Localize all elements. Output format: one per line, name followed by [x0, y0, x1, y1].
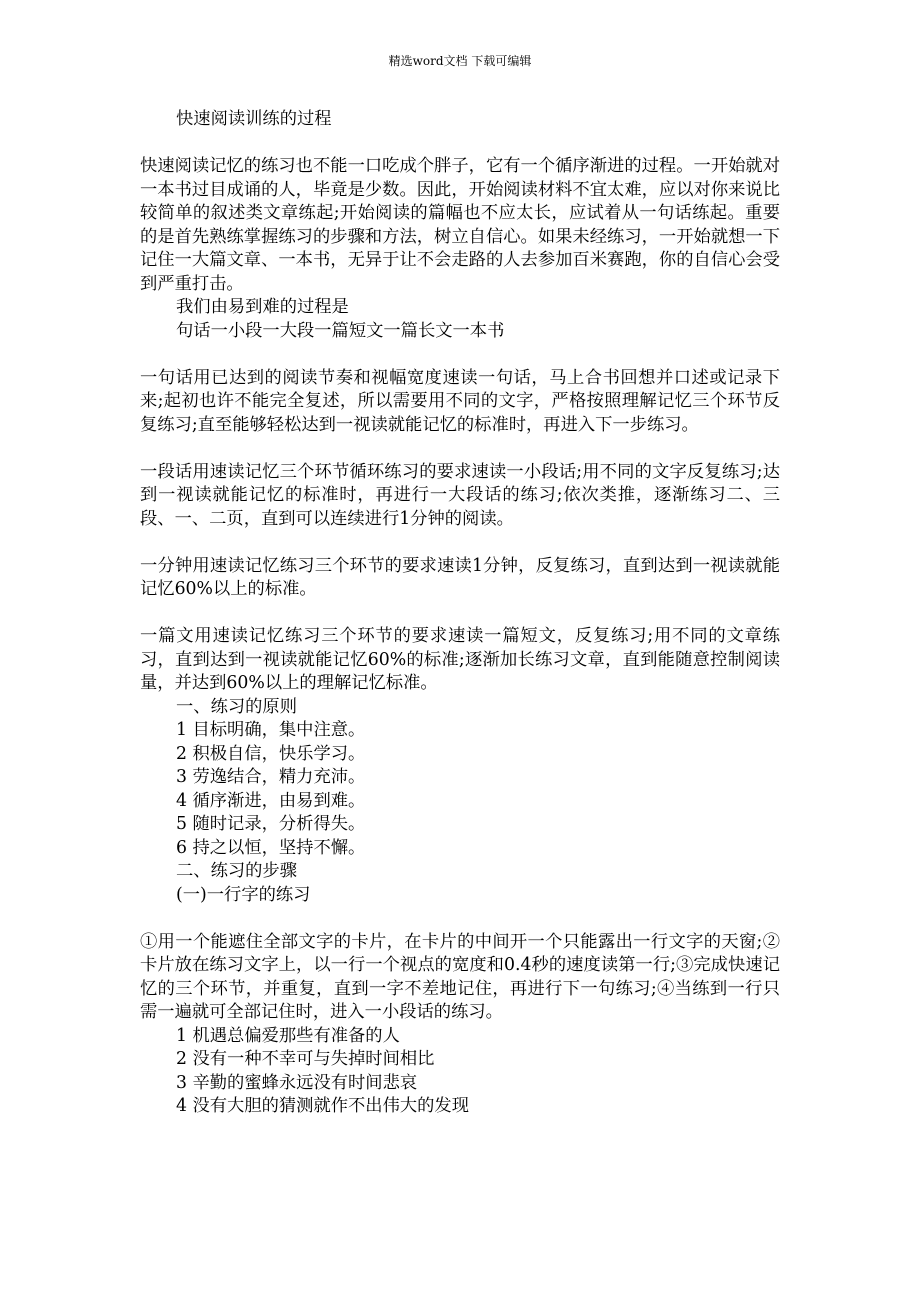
step1-heading: (一)一行字的练习: [176, 884, 311, 905]
list-item: 4 循序渐进，由易到难。: [176, 790, 366, 811]
list-item: 4 没有大胆的猜测就作不出伟大的发现: [176, 1096, 469, 1116]
paragraph-one-section: 一段话用速读记忆三个环节循环练习的要求速读一小段话;用不同的文字反复练习;达到一视读就能记忆的标准时，再进行一大段话的练习;依次类推，逐渐练习二、三段、一、二页，直到可以连续进行1分钟的阅读。: [140, 461, 780, 529]
paragraph-one-minute: 一分钟用速读记忆练习三个环节的要求速读1分钟，反复练习，直到达到一视读就能记忆60%以上的标准。: [140, 555, 780, 599]
spacer: [140, 343, 780, 367]
list-item: 5 随时记录，分析得失。: [176, 814, 366, 834]
list-item: 3 劳逸结合，精力充沛。: [176, 767, 366, 787]
spacer: [140, 437, 780, 461]
paragraph-one-sentence: 一句话用已达到的阅读节奏和视幅宽度速读一句话，马上合书回想并口述或记录下来;起初也许不能完全复述，所以需要用不同的文字，严格按照理解记忆三个环节反复练习;直至能够轻松达到一视读就能记忆的标准时，再进入下一步练习。: [140, 367, 780, 435]
spacer: [140, 531, 780, 555]
paragraph-line-practice: ①用一个能遮住全部文字的卡片，在卡片的中间开一个只能露出一行文字的天窗;②卡片放在练习文字上，以一行一个视点的宽度和0.4秒的速度读第一行;③完成快速记忆的三个环节，并重复，直到一字不差地记住，再进行下一句练习;④当练到一行只需一遍就可全部记住时，进入一小段话的练习。: [140, 931, 780, 1022]
spacer: [140, 132, 780, 156]
spacer: [140, 602, 780, 626]
spacer: [140, 907, 780, 931]
steps-heading: 二、练习的步骤: [176, 861, 297, 881]
list-item: 3 辛勤的蜜蜂永远没有时间悲哀: [176, 1072, 418, 1093]
list-item: 6 持之以恒，坚持不懈。: [176, 837, 366, 858]
paragraph-intro: 快速阅读记忆的练习也不能一口吃成个胖子，它有一个循序渐进的过程。一开始就对一本书过目成诵的人，毕竟是少数。因此，开始阅读材料不宜太难，应以对你来说比较简单的叙述类文章练起;开始阅读的篇幅也不应太长，应试着从一句话练起。重要的是首先熟练掌握练习的步骤和方法，树立自信心。如果未经练习，一开始就想一下记住一大篇文章、一本书，无异于让不会走路的人去参加百米赛跑，你的自信心会受到严重打击。: [140, 156, 780, 294]
document-body: [140, 108, 780, 1119]
list-item: 2 没有一种不幸可与失掉时间相比: [176, 1049, 435, 1069]
list-item: 1 机遇总偏爱那些有准备的人: [176, 1025, 400, 1046]
list-item: 2 积极自信，快乐学习。: [176, 743, 366, 764]
principles-list: [140, 719, 780, 860]
paragraph-process-sequence: 句话一小段一大段一篇短文一篇长文一本书: [176, 320, 505, 341]
paragraph-process-lead: 我们由易到难的过程是: [176, 297, 349, 317]
document-title: 快速阅读训练的过程: [176, 109, 332, 129]
principles-heading: 一、练习的原则: [176, 696, 297, 717]
page-header: 精选word文档 下载可编辑: [388, 54, 532, 68]
paragraph-one-article: 一篇文用速读记忆练习三个环节的要求速读一篇短文，反复练习;用不同的文章练习，直到达到一视读就能记忆60%的标准;逐渐加长练习文章，直到能随意控制阅读量，并达到60%以上的理解记忆标准。: [140, 626, 780, 693]
list-item: 1 目标明确，集中注意。: [176, 720, 366, 740]
practice-sentences-list: [140, 1025, 780, 1119]
